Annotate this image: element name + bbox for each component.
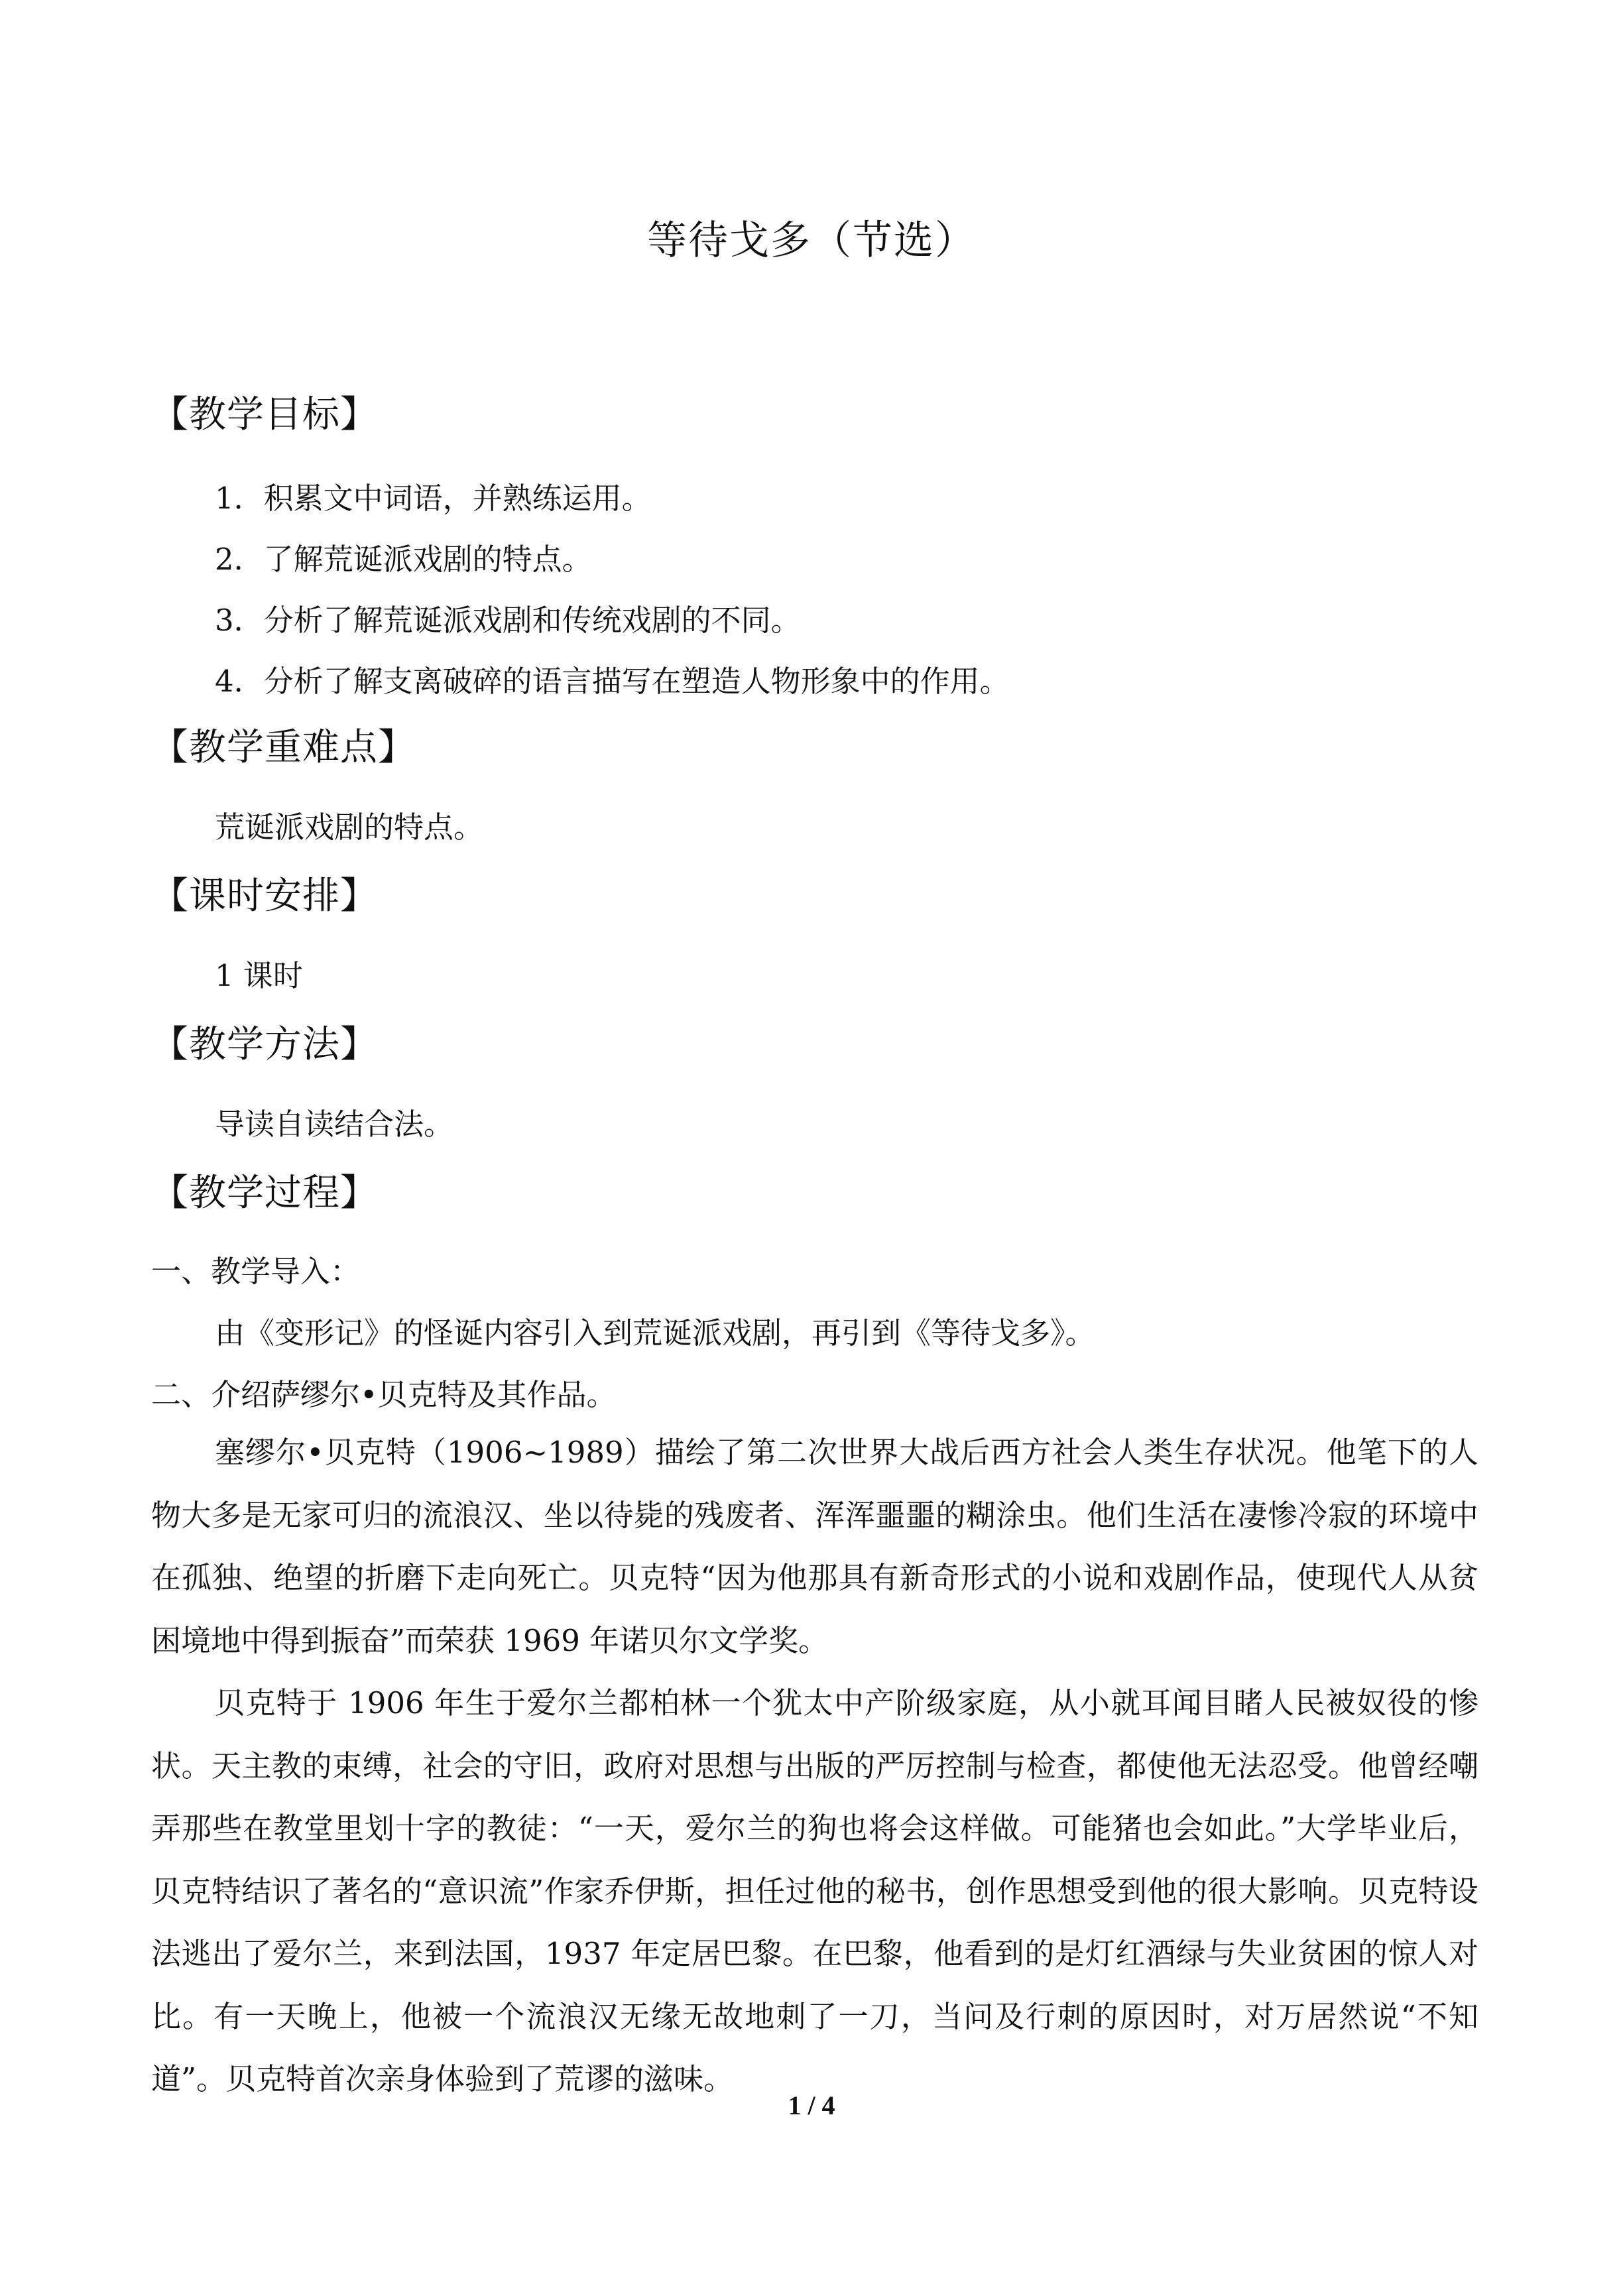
- process-step1-title: 一、教学导入：: [151, 1254, 361, 1289]
- page-indicator: 1 / 4: [788, 2090, 835, 2120]
- objective-item-2: 2．了解荒诞派戏剧的特点。: [215, 542, 592, 577]
- process-heading: 【教学过程】: [151, 1172, 378, 1215]
- document-title: 等待戈多（节选）: [647, 217, 976, 264]
- schedule-heading: 【课时安排】: [151, 875, 378, 918]
- process-step1-text: 由《变形记》的怪诞内容引入到荒诞派戏剧，再引到《等待戈多》。: [215, 1315, 1095, 1351]
- methods-text: 导读自读结合法。: [215, 1107, 454, 1142]
- key-points-text: 荒诞派戏剧的特点。: [215, 810, 484, 845]
- objective-item-4: 4．分析了解支离破碎的语言描写在塑造人物形象中的作用。: [215, 664, 1010, 699]
- schedule-text: 1 课时: [215, 958, 303, 993]
- methods-heading: 【教学方法】: [151, 1023, 378, 1066]
- objective-item-1: 1．积累文中词语，并熟练运用。: [215, 481, 652, 516]
- objectives-heading: 【教学目标】: [151, 393, 378, 436]
- objective-item-3: 3．分析了解荒诞派戏剧和传统戏剧的不同。: [215, 603, 801, 638]
- process-step2-title: 二、介绍萨缪尔•贝克特及其作品。: [151, 1377, 617, 1412]
- bio-paragraph-1: 塞缪尔•贝克特（1906~1989）描绘了第二次世界大战后西方社会人类生存状况。他笔下的人物大多是无家可归的流浪汉、坐以待毙的残废者、浑浑噩噩的糊涂虫。他们生活在凄惨冷寂的环境中在孤独、绝望的折磨下走向死亡。贝克特“因为他那具有新奇形式的小说和戏剧作品，使现代人从贫困境地中得到振奋”而荣获 1969 年诺贝尔文学奖。: [151, 1435, 1478, 1658]
- bio-paragraph-2: 贝克特于 1906 年生于爱尔兰都柏林一个犹太中产阶级家庭，从小就耳闻目睹人民被奴役的惨状。天主教的束缚，社会的守旧，政府对思想与出版的严厉控制与检查，都使他无法忍受。他曾经嘲弄那些在教堂里划十字的教徒：“一天，爱尔兰的狗也将会这样做。可能猪也会如此。”大学毕业后，贝克特结识了著名的“意识流”作家乔伊斯，担任过他的秘书，创作思想受到他的很大影响。贝克特设法逃出了爱尔兰，来到法国，1937 年定居巴黎。在巴黎，他看到的是灯红酒绿与失业贫困的惊人对比。有一天晚上，他被一个流浪汉无缘无故地刺了一刀，当问及行刺的原因时，对万居然说“不知道”。贝克特首次亲身体验到了荒谬的滋味。: [151, 1685, 1478, 2096]
- key-points-heading: 【教学重难点】: [151, 726, 416, 769]
